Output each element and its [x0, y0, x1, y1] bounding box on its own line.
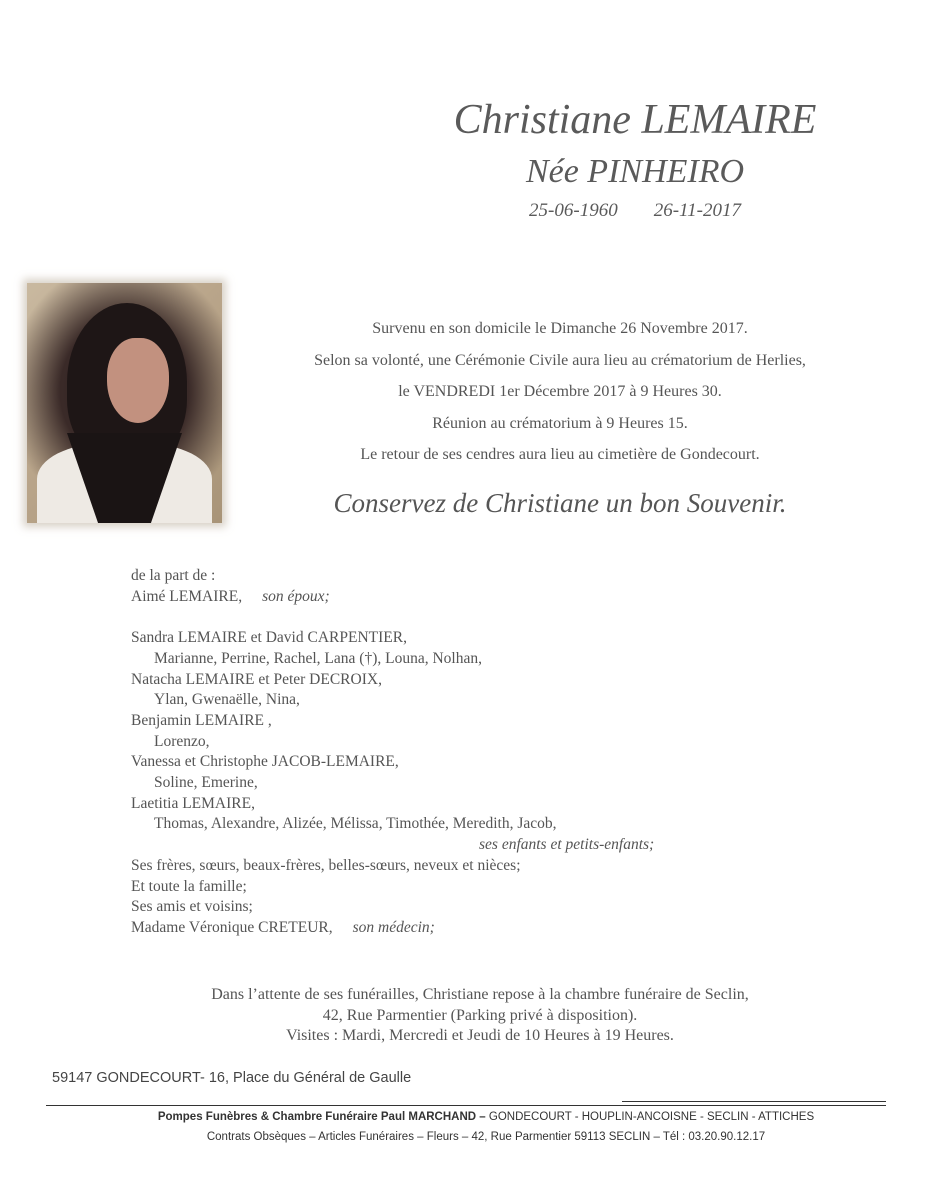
home-address: 59147 GONDECOURT- 16, Place du Général de Gaulle	[52, 1070, 412, 1086]
notice-line: 42, Rue Parmentier (Parking privé à disposition).	[322, 1006, 638, 1024]
footer-company	[46, 1111, 926, 1123]
child-parents: Sandra LEMAIRE et David CARPENTIER,	[131, 629, 407, 647]
souvenir-phrase: Conservez de Christiane un bon Souvenir.	[333, 488, 787, 518]
announcement-line: Le retour de ses cendres aura lieu au cimetière de Gondecourt.	[360, 446, 760, 463]
footer-locations: GONDECOURT - HOUPLIN-ANCOISNE - SECLIN - ATTICHES	[485, 1111, 815, 1123]
announcement-line: Réunion au crématorium à 9 Heures 15.	[432, 414, 688, 432]
child-parents: Vanessa et Christophe JACOB-LEMAIRE,	[131, 753, 399, 771]
doctor-name: Madame Véronique CRETEUR,	[131, 918, 333, 936]
spouse-name: Aimé LEMAIRE,	[131, 587, 243, 605]
other-relatives: Ses frères, sœurs, beaux-frères, belles-sœurs, neveux et nièces;	[131, 856, 521, 874]
funeral-notice	[120, 985, 840, 1047]
divider-long	[46, 1105, 886, 1106]
announcement-block	[250, 313, 870, 471]
birth-date: 25-06-1960	[529, 200, 618, 221]
spouse-row	[131, 587, 831, 608]
life-dates	[380, 200, 890, 222]
death-date: 26-11-2017	[653, 200, 741, 221]
grandchildren: Soline, Emerine,	[154, 774, 258, 792]
doctor-row	[131, 918, 831, 939]
grandchildren: Marianne, Perrine, Rachel, Lana (†), Louna, Nolhan,	[154, 649, 482, 667]
maiden-name: Née PINHEIRO	[525, 153, 745, 190]
other-relatives: Ses amis et voisins;	[131, 898, 253, 916]
spouse-role: son époux;	[262, 587, 330, 605]
deceased-name: Christiane LEMAIRE	[453, 97, 817, 143]
children-role: ses enfants et petits-enfants;	[479, 836, 655, 854]
child-parents: Benjamin LEMAIRE ,	[131, 711, 272, 729]
child-parents: Natacha LEMAIRE et Peter DECROIX,	[131, 670, 382, 688]
announcement-line: Selon sa volonté, une Cérémonie Civile aura lieu au crématorium de Herlies,	[314, 351, 806, 369]
other-relatives: Et toute la famille;	[131, 877, 247, 895]
child-parents: Laetitia LEMAIRE,	[131, 794, 255, 812]
spacer	[131, 607, 831, 628]
notice-line: Visites : Mardi, Mercredi et Jeudi de 10 Heures à 19 Heures.	[286, 1027, 674, 1044]
grandchildren: Thomas, Alexandre, Alizée, Mélissa, Timothée, Meredith, Jacob,	[154, 815, 557, 833]
grandchildren: Ylan, Gwenaëlle, Nina,	[154, 691, 300, 709]
doctor-role: son médecin;	[352, 918, 435, 936]
notice-line: Dans l’attente de ses funérailles, Christiane repose à la chambre funéraire de Seclin,	[211, 986, 749, 1003]
grandchildren: Lorenzo,	[154, 732, 210, 750]
footer-company-name: Pompes Funèbres & Chambre Funéraire Paul MARCHAND –	[157, 1111, 486, 1123]
announcement-line: le VENDREDI 1er Décembre 2017 à 9 Heures 30.	[398, 383, 722, 400]
announcement-line: Survenu en son domicile le Dimanche 26 Novembre 2017.	[372, 320, 748, 337]
divider-short	[622, 1101, 886, 1102]
family-list	[131, 566, 831, 939]
portrait-photo	[27, 283, 222, 523]
footer-services: Contrats Obsèques – Articles Funéraires – Fleurs – 42, Rue Parmentier 59113 SECLIN – Tél : 03.20.90.12.17	[206, 1131, 766, 1143]
family-intro: de la part de :	[131, 567, 216, 584]
photo-face	[107, 338, 169, 423]
